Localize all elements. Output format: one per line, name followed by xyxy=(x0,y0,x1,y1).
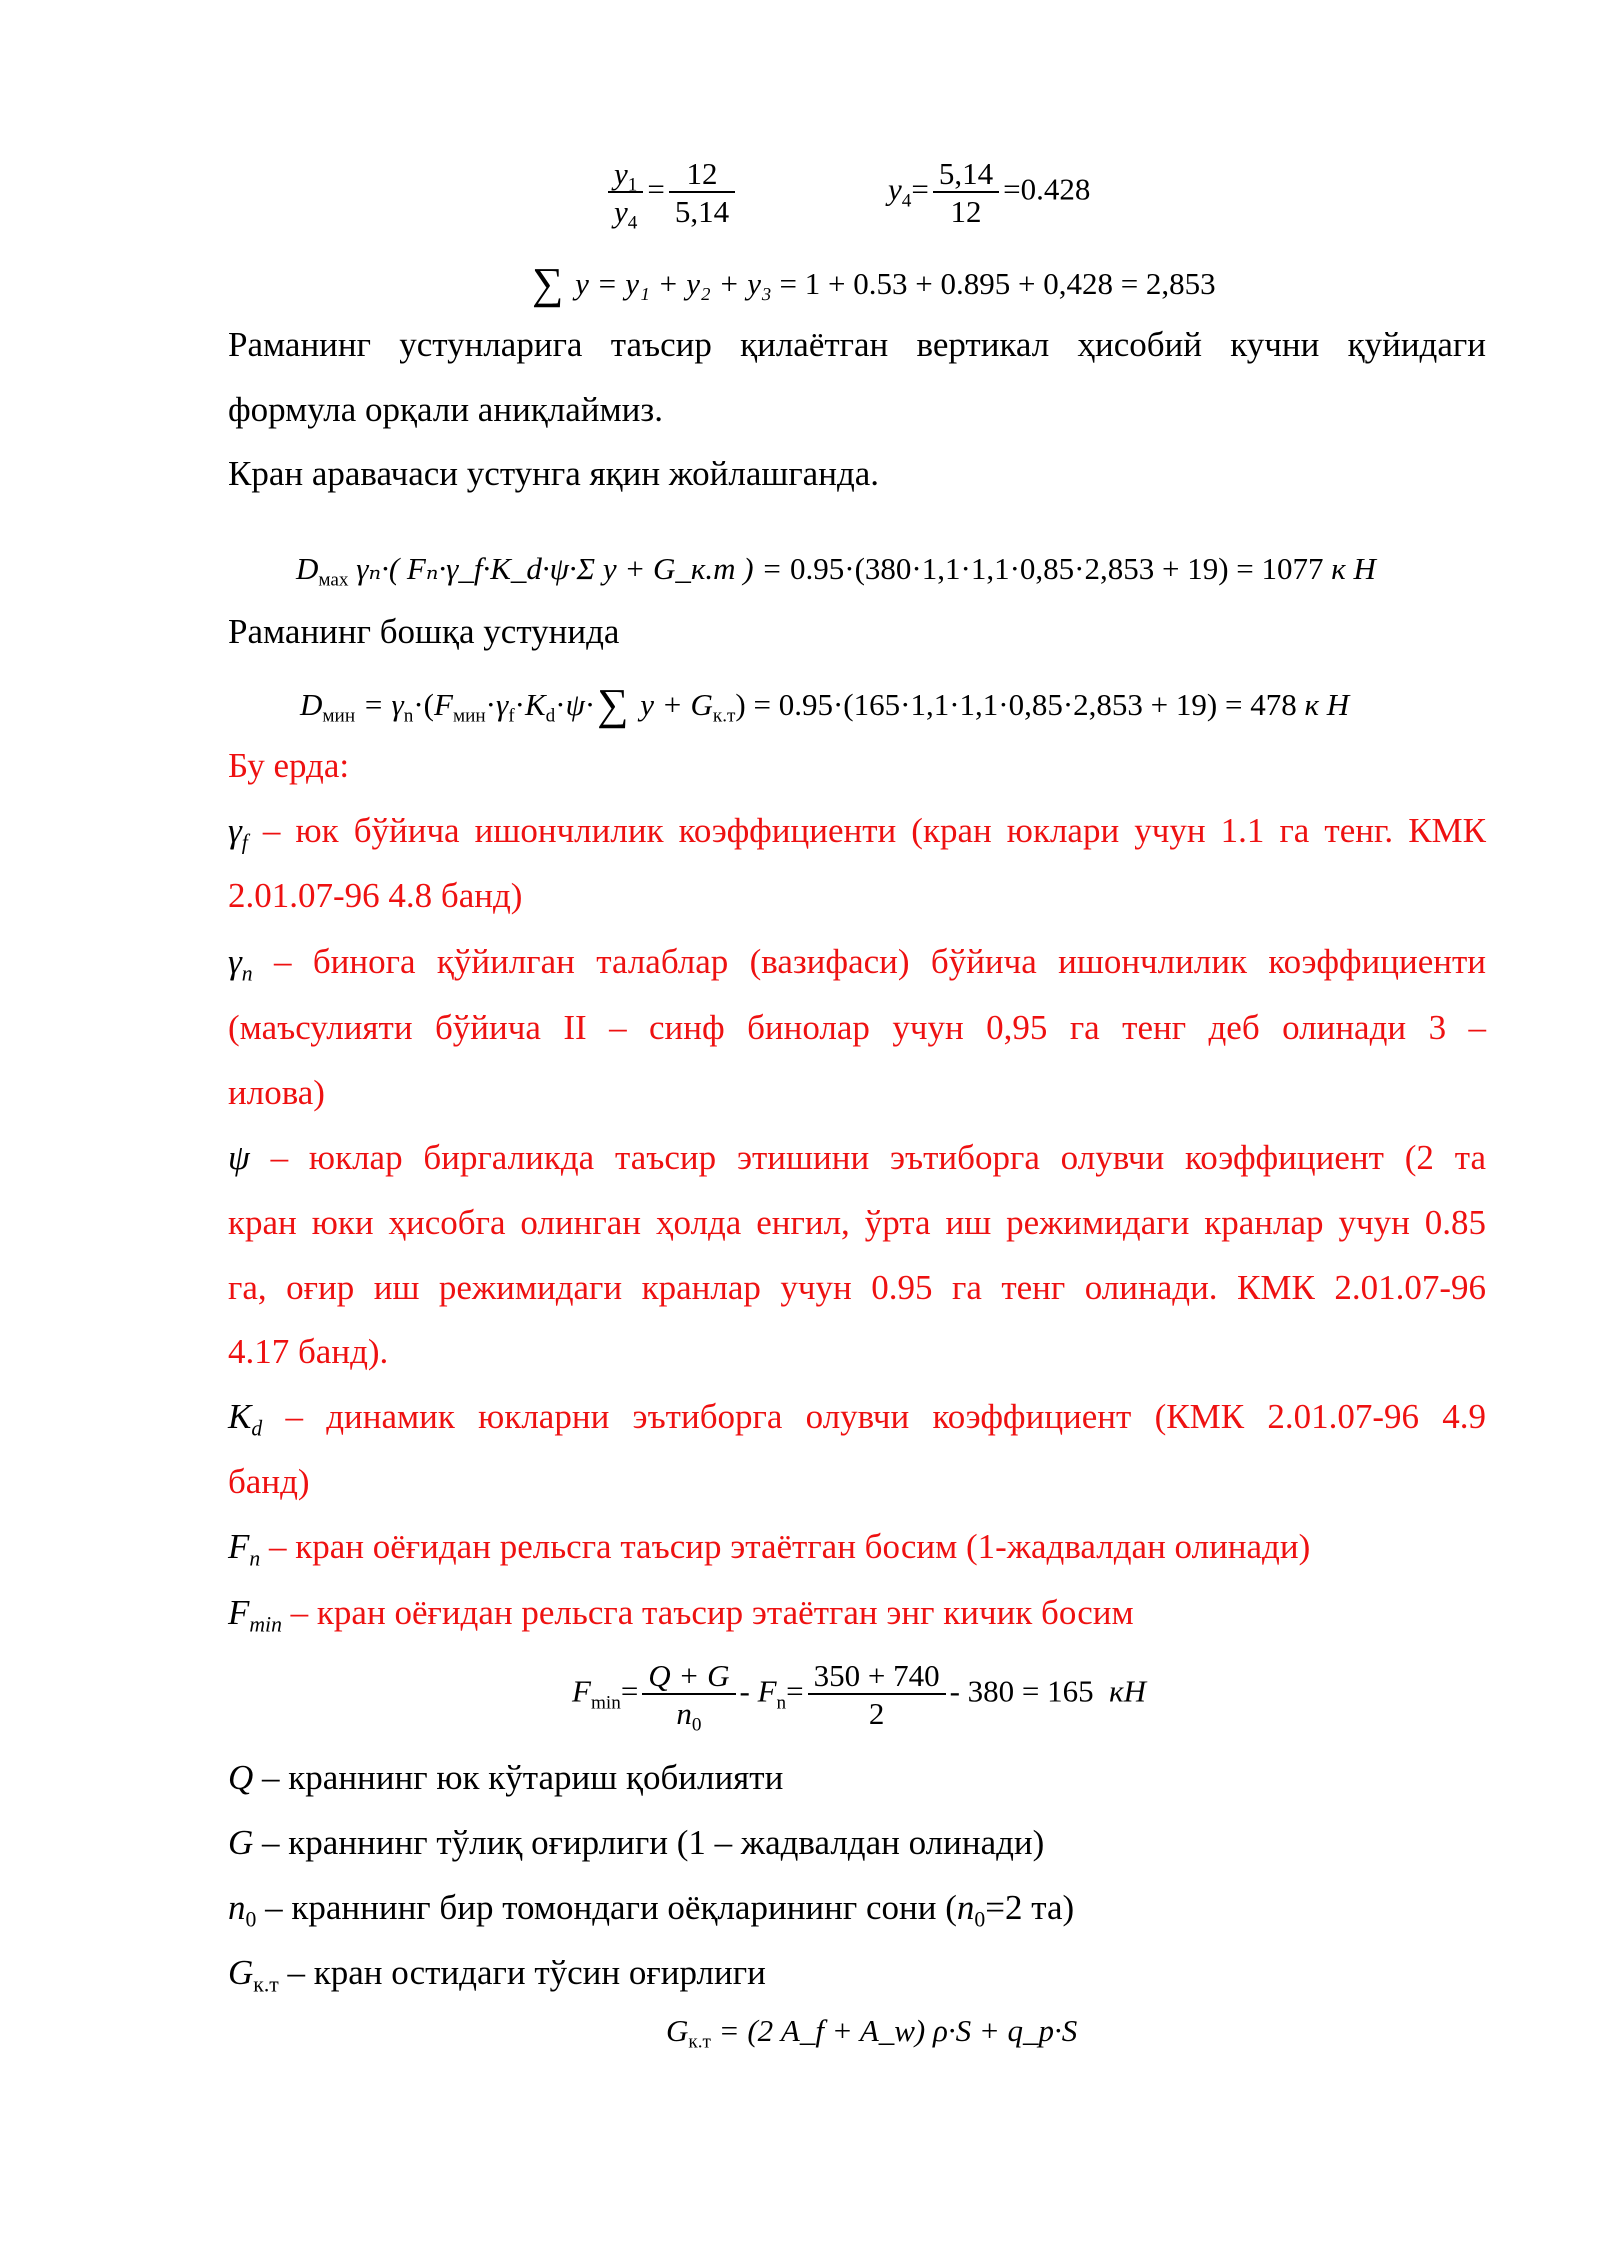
equation-gkm: $G_{к.т} = (2$ A_f + A_w) ρ·S + q_p·S xyxy=(666,2013,1078,2053)
def-fmin: $F_{min}$ – кран оёғидан рельсга таъсир этаётган энг кичик босим xyxy=(228,1593,1134,1637)
def-kd-b: банд) xyxy=(228,1462,310,1501)
equation-dmax: $D_{мах}$ γₙ·( Fₙ·γ_f·K_d·ψ·Σ y + G_к.т ) = 0.95·(380·1,1·1,1·0,85·2,853 + 19) = 1077 к Н xyxy=(296,551,1376,591)
def-kd-a: $K_d$ – динамик юкларни эътиборга олувчи коэффициент (КМК 2.01.07-96 4.9 xyxy=(228,1397,1486,1441)
paragraph-2: Кран аравачаси устунга яқин жойлашганда. xyxy=(228,454,880,493)
def-gamma-f-a: $\gamma_f$ – юк бўйича ишончлилик коэффициенти (кран юклари учун 1.1 га тенг. КМК xyxy=(228,811,1487,855)
equation-ratio: $\frac{y_1}{y_4}$ = $\frac{12}{5,14}$ xyxy=(604,158,739,227)
def-g: G – краннинг тўлиқ оғирлиги (1 – жадвалдан олинади) xyxy=(228,1823,1045,1862)
equation-fmin: $F_{min}=$ $\frac{Q + G}{n_0}$ - $F_n=$ $\frac{350 + 740}{2}$ - 380 = 165 кН xyxy=(572,1658,1147,1736)
sum-symbol-icon-2: ∑ xyxy=(597,680,629,729)
def-psi-c: га, оғир иш режимидаги кранлар учун 0.95 га тенг олинади. КМК 2.01.07-96 xyxy=(228,1268,1486,1307)
equation-y4: $y_4=$ $\frac{5,14}{12}$ =0.428 xyxy=(888,156,1091,229)
def-gamma-n-b: (маъсулияти бўйича II – синф бинолар учун 0,95 га тенг деб олинади 3 – xyxy=(228,1008,1486,1047)
def-gkm: $G_{к.т}$ – кран остидаги тўсин оғирлиги xyxy=(228,1953,766,1997)
here-label: Бу ерда: xyxy=(228,746,350,785)
def-psi-d: 4.17 банд). xyxy=(228,1332,389,1371)
equation-dmin: $D_{мин} = \gamma_n\cdot(F_{мин}\cdot\gamma_f\cdot K_d\cdot\psi\cdot\sum$ $y + G_{к.т}) = 0.95\cdot(165\cdot 1,1\cdot 1,1\cdot 0,85\cdot 2,853 + 19) = 478$ к Н xyxy=(300,680,1350,729)
def-gamma-n-c: илова) xyxy=(228,1073,325,1112)
def-q: Q – краннинг юк кўтариш қобилияти xyxy=(228,1758,784,1797)
def-psi-a: ψ – юклар биргаликда таъсир этишини эътиборга олувчи коэффициент (2 та xyxy=(228,1138,1487,1177)
paragraph-1a: Раманинг устунларига таъсир қилаётган вертикал ҳисобий кучни қуйидаги xyxy=(228,325,1486,364)
def-psi-b: кран юки ҳисобга олинган ҳолда енгил, ўрта иш режимидаги кранлар учун 0.85 xyxy=(228,1203,1486,1242)
def-gamma-f-b: 2.01.07-96 4.8 банд) xyxy=(228,876,523,915)
paragraph-3: Раманинг бошқа устунида xyxy=(228,612,620,651)
def-n0: $n_0$ – краннинг бир томондаги оёқларининг сони ($n_0=2$ та) xyxy=(228,1888,1075,1932)
sum-symbol-icon: ∑ xyxy=(532,259,564,308)
equation-sum-y: ∑ y = y₁ + y₂ + y₃ = 1 + 0.53 + 0.895 + 0,428 = 2,853 xyxy=(532,259,1216,308)
paragraph-1b: формула орқали аниқлаймиз. xyxy=(228,390,663,429)
def-fn: $F_n$ – кран оёғидан рельсга таъсир этаётган босим (1-жадвалдан олинади) xyxy=(228,1527,1311,1571)
def-gamma-n-a: $\gamma_n$ – бинога қўйилган талаблар (вазифаси) бўйича ишончлилик коэффициенти xyxy=(228,942,1487,986)
